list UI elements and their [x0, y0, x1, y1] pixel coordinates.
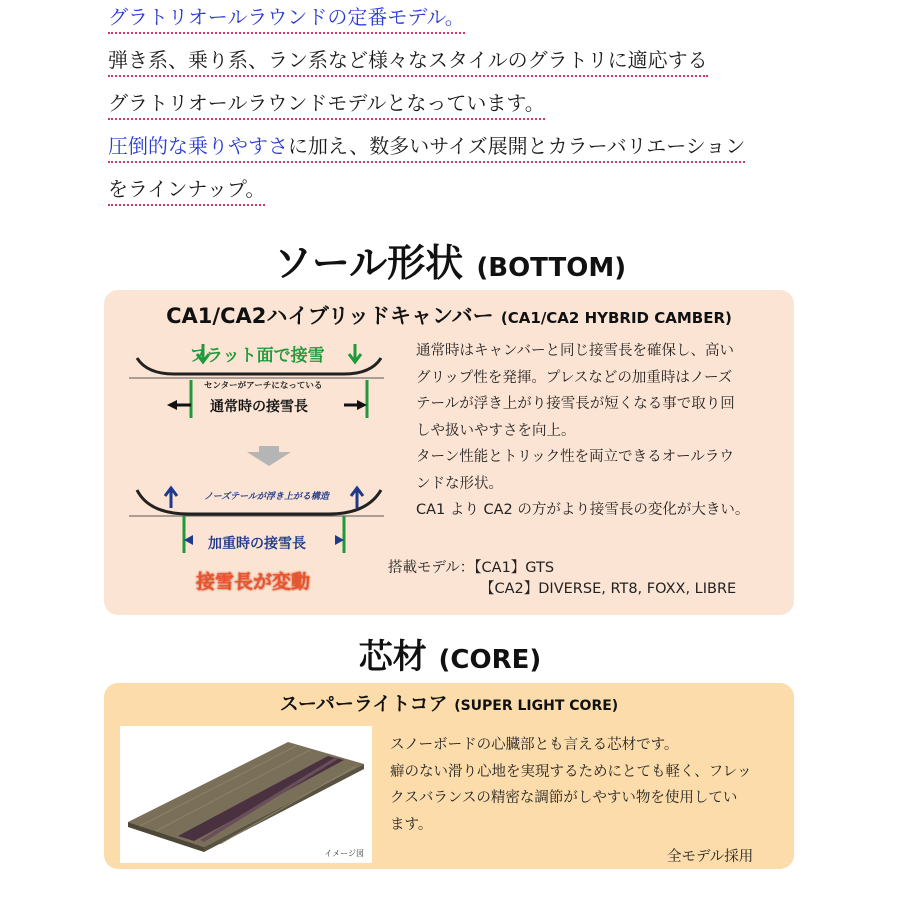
- up-arrow-left-icon: [165, 488, 177, 508]
- intro-line-4: [108, 134, 745, 158]
- bottom-heading-jp: CA1/CA2ハイブリッドキャンバー: [166, 304, 494, 328]
- bottom-title-jp: ソール形状: [273, 241, 464, 285]
- bottom-desc-line: グリップ性を発揮。プレスなどの加重時はノーズ: [416, 369, 733, 386]
- intro-line-3: [108, 91, 545, 115]
- intro-highlight: 圧倒的な乗りやすさ: [108, 134, 288, 158]
- bottom-desc-line: 通常時はキャンバーと同じ接雪長を確保し、高い: [416, 343, 734, 359]
- core-heading-en: (SUPER LIGHT CORE): [454, 698, 619, 714]
- intro-line-2-text: 弾き系、乗り系、ラン系など様々なスタイルのグラトリに適応する: [108, 48, 708, 77]
- intro-line-3-text: グラトリオールラウンドモデルとなっています。: [108, 91, 545, 120]
- core-title-en: (CORE): [438, 645, 542, 675]
- equipped-models: [388, 558, 736, 600]
- bottom-heading-en: (CA1/CA2 HYBRID CAMBER): [500, 309, 732, 327]
- gray-down-arrow-icon: [247, 446, 291, 466]
- core-title-jp: 芯材: [358, 637, 427, 677]
- bottom-panel-heading: [104, 300, 794, 330]
- nose-tail-note: ノーズテールが浮き上がる構造: [204, 492, 329, 502]
- core-heading-jp: スーパーライトコア: [279, 693, 448, 715]
- core-panel-heading: [104, 689, 794, 716]
- bottom-section-title: [0, 240, 900, 291]
- core-image: [120, 726, 372, 863]
- up-arrow-right-icon: [351, 488, 363, 508]
- arch-note: センターがアーチになっている: [204, 381, 323, 391]
- intro-line-2: [108, 48, 708, 72]
- normal-contact-label: 通常時の接雪長: [210, 399, 308, 415]
- flat-contact-label: フラット面で接雪: [189, 346, 325, 366]
- core-desc-line: 癖のない滑り心地を実現するためにとても軽く、フレッ: [390, 763, 752, 780]
- bottom-description: [416, 338, 749, 524]
- image-caption: イメージ図: [324, 849, 364, 858]
- models-ca1: 【CA1】GTS: [474, 560, 555, 576]
- intro-line-1-text: グラトリオールラウンドの定番モデル。: [108, 5, 465, 34]
- bottom-desc-line: ターン性能とトリック性を両立できるオールラウ: [416, 449, 734, 465]
- intro-line-1: [108, 5, 465, 29]
- models-label: 搭載モデル：: [388, 560, 475, 576]
- core-section-title: [0, 636, 900, 681]
- all-models-adopted: 全モデル採用: [667, 849, 754, 865]
- loaded-contact-label: 加重時の接雪長: [208, 536, 306, 552]
- bottom-desc-line: ンドな形状。: [416, 475, 503, 492]
- bottom-title-en: (BOTTOM): [476, 253, 627, 283]
- camber-diagram: [129, 338, 389, 603]
- contact-change-label: 接雪長が変動: [196, 571, 311, 593]
- core-material-image: [120, 726, 372, 863]
- bottom-panel: [104, 290, 794, 615]
- core-panel: [104, 683, 794, 869]
- core-desc-line: ます。: [390, 816, 433, 833]
- intro-line-5: [108, 177, 265, 201]
- intro-line-5-text: をラインナップ。: [108, 177, 265, 206]
- models-ca2: 【CA2】DIVERSE, RT8, FOXX, LIBRE: [480, 581, 737, 597]
- intro-line-4-rest: に加え、数多いサイズ展開とカラーバリエーション: [288, 134, 746, 158]
- bottom-desc-line: テールが浮き上がり接雪長が短くなる事で取り回: [416, 396, 735, 412]
- core-desc-line: クスバランスの精密な調節がしやすい物を使用してい: [390, 790, 738, 806]
- core-description: [390, 732, 751, 838]
- down-arrow-right-icon: [349, 344, 361, 362]
- bottom-desc-line: しや扱いやすさを向上。: [416, 422, 576, 439]
- core-desc-line: スノーボードの心臓部とも言える芯材です。: [390, 737, 679, 753]
- bottom-desc-line: CA1 より CA2 の方がより接雪長の変化が大きい。: [416, 502, 750, 518]
